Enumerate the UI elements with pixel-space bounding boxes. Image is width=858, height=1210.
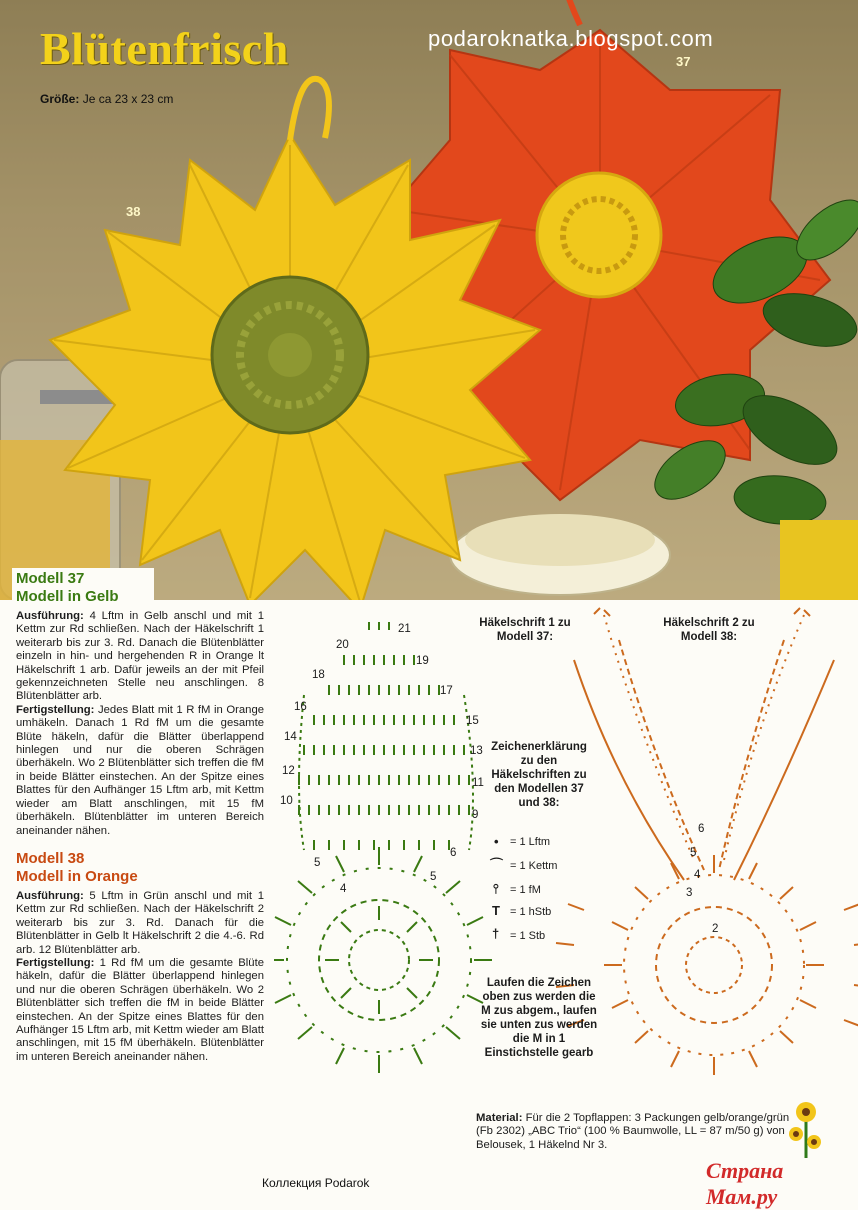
jar <box>0 360 120 600</box>
chart2-title: Häkelschrift 2 zu Modell 38: <box>663 617 755 643</box>
half-double-crochet-icon: T <box>492 903 500 918</box>
row-number-right: 6 <box>450 847 457 859</box>
chart2-row-number: 4 <box>694 869 701 881</box>
row-number-left: 12 <box>282 765 295 777</box>
model38-fertigstellung <box>16 957 264 1064</box>
row-number-right: 11 <box>472 777 484 789</box>
chain-stitch-icon: • <box>494 834 499 849</box>
crochet-charts-svg <box>274 600 858 1160</box>
row-number-left: 5 <box>314 857 321 869</box>
model38-ausfuehrung <box>16 890 264 957</box>
legend-item: = 1 hStb <box>510 906 552 918</box>
model37-title: Modell 37 <box>16 570 85 587</box>
collection-credit: Коллекция Podarok <box>262 1176 370 1190</box>
row-number-right: 5 <box>430 871 437 883</box>
chart1-petal <box>299 622 473 850</box>
brand-logo-text: Страна Мам.ру <box>706 1158 784 1209</box>
model38-ausf-text: 5 Lftm in Grün anschl und mit 1 Kettm zur Rd schließen. Nach der Häkelschrift 2 weiterarb bis zur 3. Rd. Danach für die Blütenblätter in Gelb lt Häkelschrift 2 die 4.-6. Rd arb. 12 Blütenblätter arb. <box>16 889 264 956</box>
model38-subtitle: Modell in Orange <box>16 867 138 885</box>
model37-ausf-text: 4 Lftm in Gelb anschl und mit 1 Kettm zur Rd schließen. Nach der Häkelschrift 1 weiterarb bis zur 3. Rd. Danach die Blütenblätter einzeln in hin- und hergehenden R in Orange lt Häkelschrift 1 arb. Dafür jeweils an der mit Pfeil gekennzeichneten Stelle neu anschlingen. 8 Blütenblätter arb. <box>16 610 264 703</box>
model37-fert-text: Jedes Blatt mit 1 R fM in Orange umhäkeln. Danach 1 Rd fM um die gesamte Blüte häkeln, dafür die Blätter überlappend hinlegen und nur die oberen Schrägen überhäkeln. Wo 2 Blütenblätter sich treffen die fM in beide Blätter einstechen. An der Spitze eines Blattes für den Aufhänger 15 Lftm arb, mit Kettm wieder am Blatt anschlingen, mit 15 fM überhäkeln. Blütenblätter im unteren Bereich aneinander nähen. <box>16 703 265 837</box>
legend-title: Zeichenerklärung zu den Häkelschriften zu den Modellen 37 und 38: <box>491 741 587 809</box>
row-number-left: 18 <box>312 669 325 681</box>
model37-heading <box>12 568 154 606</box>
model38-title: Modell 38 <box>16 849 85 867</box>
photo-illustration <box>0 0 858 600</box>
model37-ausf-label: Ausführung: <box>16 610 84 622</box>
row-number-left: 20 <box>336 639 349 651</box>
material-label: Material: <box>476 1112 523 1124</box>
chart2-petals <box>574 608 834 880</box>
size-value: Je ca 23 x 23 cm <box>82 92 174 106</box>
row-number-right: 21 <box>398 623 411 635</box>
model38-fert-text: 1 Rd fM um die gesamte Blüte häkeln, dafür die Blätter überlappend hinlegen und nur die oberen Schrägen überhäkeln. Wo 2 Blütenblätter sich treffen die fM in beide Blätter einstechen. An der Spitze eines Blattes für den Aufhänger 15 Lftm arb, mit Kettm wieder am Blatt anschlingen, mit 15 fM überhäkeln. Blütenblätter im unteren Bereich aneinander nähen. <box>16 956 265 1063</box>
model38-fert-label: Fertigstellung: <box>16 956 95 969</box>
row-number-right: 19 <box>416 655 429 667</box>
row-number-right: 15 <box>466 715 479 727</box>
chart2-row-number: 6 <box>698 823 705 835</box>
model37-subtitle: Modell in Gelb <box>16 588 119 605</box>
material-text: Für die 2 Topflappen: 3 Packungen gelb/orange/grün (Fb 2302) „ABC Trio“ (100 % Baumwolle, LL = 87 m/50 g) von Belousek, 1 Häkelnd Nr 3. <box>476 1112 790 1151</box>
material-info <box>476 1112 802 1152</box>
legend-note: Laufen die Zeichen oben zus werden die M zus abgem., laufen sie unten zus werden die M in 1 Einstichstelle gearb <box>480 977 598 1059</box>
row-number-right: 9 <box>472 809 479 821</box>
legend-item: = 1 Kettm <box>510 860 558 872</box>
legend-item: = 1 fM <box>510 884 541 896</box>
double-crochet-icon: † <box>492 926 500 941</box>
photo-number-38: 38 <box>126 204 141 219</box>
model37-ausfuehrung <box>16 610 264 704</box>
legend-item: = 1 Stb <box>510 930 546 942</box>
chart2-row-number: 5 <box>690 847 697 859</box>
model37-fert-label: Fertigstellung: <box>16 703 95 716</box>
row-number-right: 13 <box>470 745 483 757</box>
chart1-center <box>274 847 492 1073</box>
row-number-left: 16 <box>294 701 307 713</box>
row-number-left: 10 <box>280 795 293 807</box>
size-info <box>40 92 173 106</box>
site-watermark: podaroknatka.blogspot.com <box>428 26 714 51</box>
row-number-left: 14 <box>284 731 297 743</box>
row-number-left: 4 <box>340 883 347 895</box>
size-label: Größe: <box>40 92 80 106</box>
chart1-title: Häkelschrift 1 zu Modell 37: <box>479 617 571 643</box>
model37-fertigstellung <box>16 704 264 838</box>
sunflower-logo-icon <box>786 1100 826 1160</box>
photo-number-37: 37 <box>676 54 691 69</box>
model38-ausf-label: Ausführung: <box>16 889 84 902</box>
chart2-row-number: 3 <box>686 887 693 899</box>
row-number-right: 17 <box>440 685 453 697</box>
chart2-center <box>556 855 858 1075</box>
single-crochet-icon: ⫯ <box>493 881 499 896</box>
crochet-diagrams <box>274 600 858 1160</box>
legend-item: = 1 Lftm <box>510 836 551 848</box>
instructions-column <box>16 568 264 1064</box>
page-title: Blütenfrisch <box>40 23 289 74</box>
chart2-row-number: 2 <box>712 923 719 935</box>
product-photo <box>0 0 858 600</box>
slip-stitch-icon: ⌒ <box>490 857 504 872</box>
